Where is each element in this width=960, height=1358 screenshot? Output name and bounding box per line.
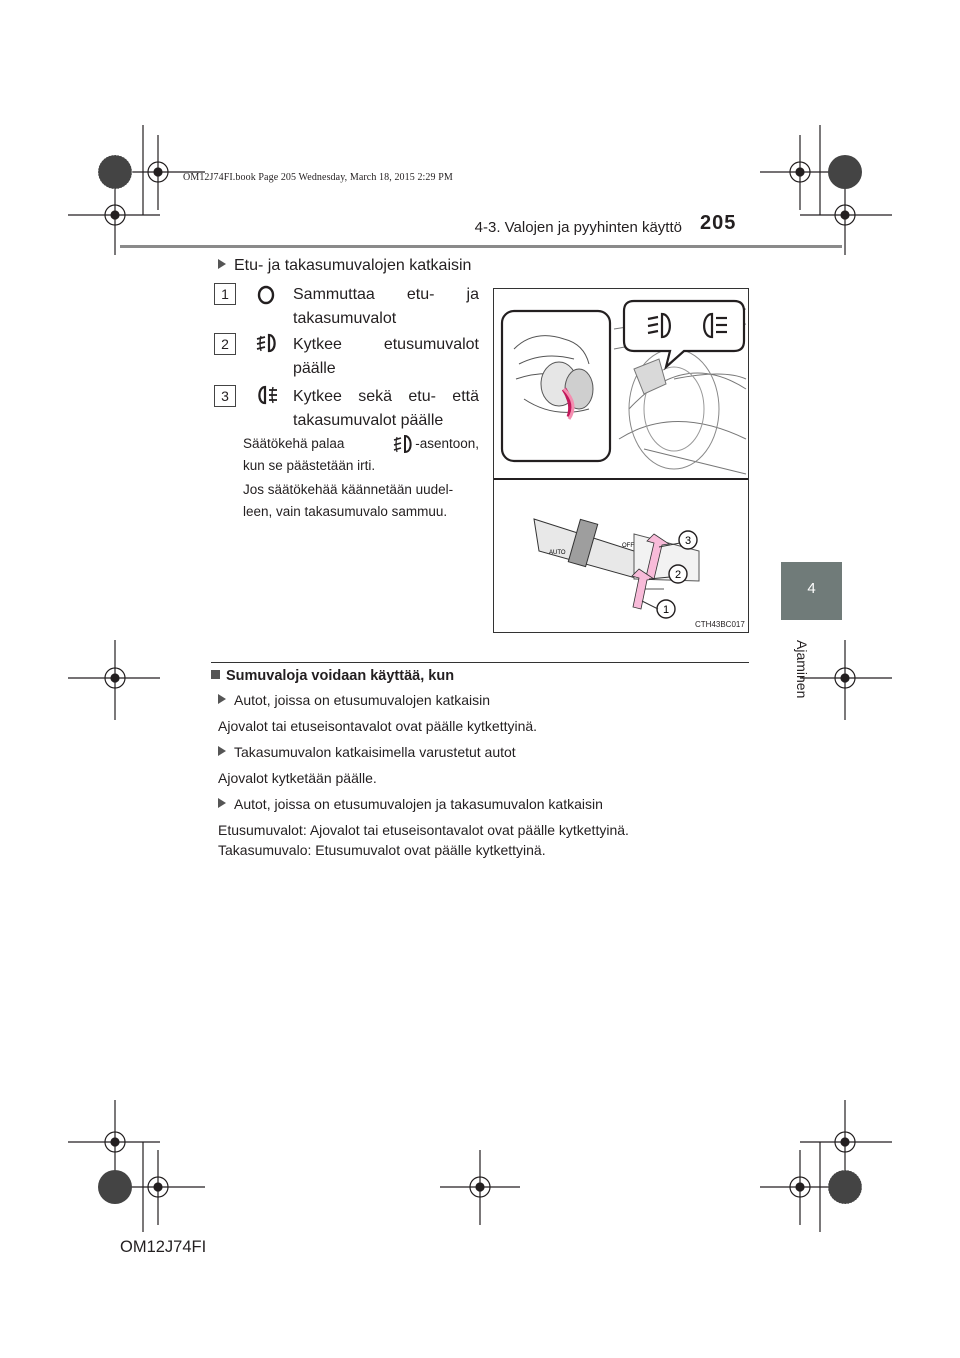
note-repeat-line2: leen, vain takasumuvalo sammuu. [243,504,448,519]
triangle-bullet-icon [218,694,226,704]
condition-2-title-text: Takasumuvalon katkaisimella varustetut autot [234,744,516,760]
section-rule [211,662,749,663]
position-number-2: 2 [214,333,236,355]
condition-2-text: Ajovalot kytketään päälle. [218,770,377,786]
footer-code: OM12J74FI [120,1238,207,1256]
switch-heading-text: Etu- ja takasumuvalojen katkaisin [234,257,472,274]
position-3-text [293,385,479,433]
section-title: 4-3. Valojen ja pyyhinten käyttö [474,219,682,236]
note-return [243,433,479,477]
lever-label-auto: AUTO [549,550,566,556]
triangle-bullet-icon [218,259,226,269]
switch-heading [218,257,471,275]
condition-1-text: Ajovalot tai etuseisontavalot ovat päälle kytkettyinä. [218,718,538,734]
page-number: 205 [700,212,737,234]
position-number-3: 3 [214,385,236,407]
callout-3: 3 [684,535,692,547]
fog-off-icon [255,284,277,306]
position-number-1: 1 [214,283,236,305]
conditions-heading [211,668,454,684]
condition-3-text-line2: Takasumuvalo: Etusumuvalot ovat päälle kytkettyinä. [218,842,546,858]
square-bullet-icon [211,670,220,679]
position-3-line2: takasumuvalot päälle [293,412,444,429]
header-rule [120,245,842,248]
position-3-line1: Kytkee sekä etu- että [293,388,479,405]
position-1-text [293,283,479,331]
illustration-drawing [494,289,748,632]
rear-fog-icon [254,384,280,406]
condition-1-title [218,692,490,708]
chapter-number: 4 [807,580,816,597]
chapter-name: Ajaminen [794,640,810,699]
note-return-text-b: -asentoon, [415,436,479,451]
condition-1-title-text: Autot, joissa on etusumuvalojen katkaisin [234,692,491,708]
front-fog-icon [254,332,280,354]
note-repeat-line1: Jos säätökehää käännetään uudel- [243,482,454,497]
figure-label: CTH43BC017 [695,620,745,629]
callout-2: 2 [674,569,682,581]
position-1-line2: takasumuvalot [293,310,397,327]
position-1-line1: Sammuttaa etu- ja [293,286,479,303]
condition-3-title-text: Autot, joissa on etusumuvalojen ja takasumuvalon katkaisin [234,796,603,812]
condition-3-title [218,796,603,812]
position-2-line1: Kytkee etusumuvalot [293,336,479,353]
condition-2-title [218,744,516,760]
chapter-tab [781,562,842,620]
note-return-text-a: Säätökehä palaa [243,436,345,451]
chapter-name-vertical [770,630,850,710]
position-2-line2: päälle [293,360,336,377]
front-fog-inline-icon [391,434,415,454]
note-return-line2: kun se päästetään irti. [243,458,376,473]
callout-1: 1 [662,604,670,616]
switch-illustration [493,288,749,633]
condition-3-text [218,820,629,860]
note-repeat [243,479,479,523]
triangle-bullet-icon [218,746,226,756]
position-2-text [293,333,479,381]
lever-label-off: OFF [622,543,634,549]
book-info: OM12J74FI.book Page 205 Wednesday, March 18, 2015 2:29 PM [183,172,453,183]
condition-3-text-line1: Etusumuvalot: Ajovalot tai etuseisontavalot ovat päälle kytkettyinä. [218,822,629,838]
triangle-bullet-icon [218,798,226,808]
conditions-heading-text: Sumuvaloja voidaan käyttää, kun [226,668,455,684]
